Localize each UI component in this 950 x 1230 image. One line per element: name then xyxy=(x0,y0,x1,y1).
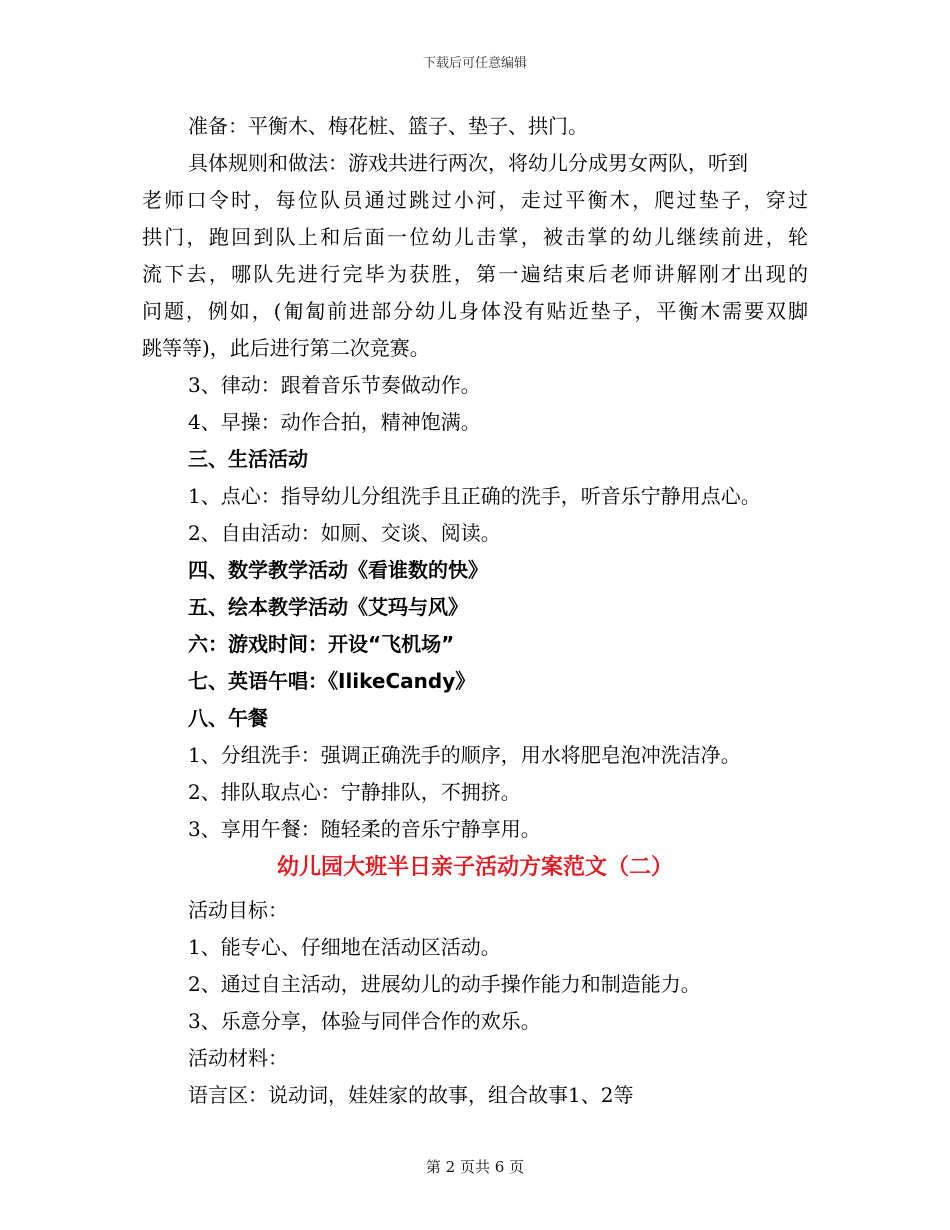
text-line: 活动目标： xyxy=(188,898,288,922)
page-header: 下载后可任意编辑 xyxy=(422,56,527,71)
section-heading: 八、午餐 xyxy=(188,706,268,730)
text-line: 1、点心：指导幼儿分组洗手且正确的洗手，听音乐宁静用点心。 xyxy=(188,484,761,508)
text-line: 3、乐意分享，体验与同伴合作的欢乐。 xyxy=(188,1009,541,1033)
section-heading: 六：游戏时间：开设“飞机场” xyxy=(188,632,455,656)
section-heading: 七、英语午唱：《IlikeCandy》 xyxy=(188,669,476,693)
section-heading: 四、数学教学活动《看谁数的快》 xyxy=(188,558,488,582)
text-line: 3、律动：跟着音乐节奏做动作。 xyxy=(188,373,481,397)
text-line: 2、排队取点心：宁静排队，不拥挤。 xyxy=(188,780,521,804)
text-line: 问题，例如，(匍匐前进部分幼儿身体没有贴近垫子，平衡木需要双脚 xyxy=(142,299,808,323)
text-line: 老师口令时，每位队员通过跳过小河，走过平衡木，爬过垫子，穿过 xyxy=(142,188,808,212)
section-heading: 五、绘本教学活动《艾玛与风》 xyxy=(188,595,468,619)
page-footer: 第 2 页共 6 页 xyxy=(425,1158,525,1176)
text-line: 跳等等)，此后进行第二次竞赛。 xyxy=(142,336,430,360)
text-line: 4、早操：动作合拍，精神饱满。 xyxy=(188,410,481,434)
section-heading: 三、生活活动 xyxy=(188,447,308,471)
text-line: 活动材料： xyxy=(188,1046,288,1070)
text-line: 3、享用午餐：随轻柔的音乐宁静享用。 xyxy=(188,817,541,841)
document-title: 幼儿园大班半日亲子活动方案范文（二） xyxy=(276,855,673,880)
text-line: 1、能专心、仔细地在活动区活动。 xyxy=(188,935,501,959)
text-line: 具体规则和做法：游戏共进行两次，将幼儿分成男女两队，听到 xyxy=(188,151,748,175)
text-line: 2、通过自主活动，进展幼儿的动手操作能力和制造能力。 xyxy=(188,972,701,996)
text-line: 1、分组洗手：强调正确洗手的顺序，用水将肥皂泡冲洗洁净。 xyxy=(188,743,741,767)
text-line: 拱门，跑回到队上和后面一位幼儿击掌，被击掌的幼儿继续前进，轮 xyxy=(142,225,808,249)
text-line: 流下去，哪队先进行完毕为获胜，第一遍结束后老师讲解刚才出现的 xyxy=(142,262,808,286)
text-line: 准备：平衡木、梅花桩、篮子、垫子、拱门。 xyxy=(188,114,588,138)
text-line: 语言区：说动词，娃娃家的故事，组合故事1、2等 xyxy=(188,1083,634,1107)
text-line: 2、自由活动：如厕、交谈、阅读。 xyxy=(188,521,501,545)
